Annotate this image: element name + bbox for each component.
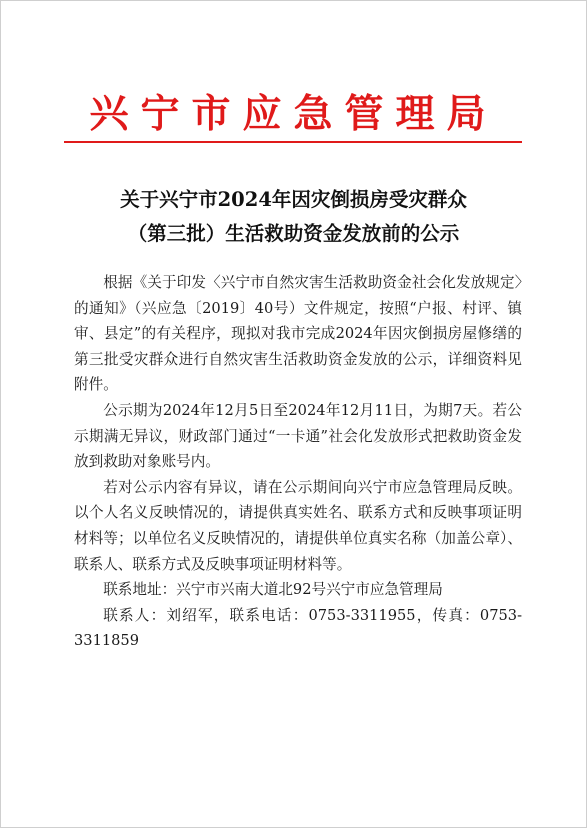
red-header-rule bbox=[64, 141, 522, 143]
document-body bbox=[74, 270, 522, 654]
issuer-masthead: 兴宁市应急管理局 bbox=[89, 92, 498, 137]
contact-address: 联系地址：兴宁市兴南大道北92号兴宁市应急管理局 bbox=[103, 581, 443, 599]
paragraph-basis: 根据《关于印发〈兴宁市自然灾害生活救助资金社会化发放规定〉的通知》（兴应急〔2019〕40号）文件规定，按照“户报、村评、镇审、县定”的有关程序，现拟对我市完成2024年因灾倒损房屋修缮的第三批受灾群众进行自然灾害生活救助资金发放的公示，详细资料见附件。 bbox=[74, 274, 522, 394]
contact-person: 联系人：刘绍军，联系电话：0753-3311955，传真：0753-3311859 bbox=[74, 606, 522, 650]
document-title bbox=[60, 183, 527, 251]
paragraph-objection: 若对公示内容有异议，请在公示期间向兴宁市应急管理局反映。以个人名义反映情况的，请提供真实姓名、联系方式和反映事项证明材料等；以单位名义反映情况的，请提供单位真实名称（加盖公章）、联系人、联系方式及反映事项证明材料等。 bbox=[74, 478, 522, 573]
paragraph-period: 公示期为2024年12月5日至2024年12月11日，为期7天。若公示期满无异议，财政部门通过“一卡通”社会化发放形式把救助资金发放到救助对象账号内。 bbox=[74, 401, 522, 471]
document-title-line-1: 关于兴宁市2024年因灾倒损房受灾群众 bbox=[120, 188, 467, 211]
document-title-line-2: （第三批）生活救助资金发放前的公示 bbox=[127, 222, 460, 245]
